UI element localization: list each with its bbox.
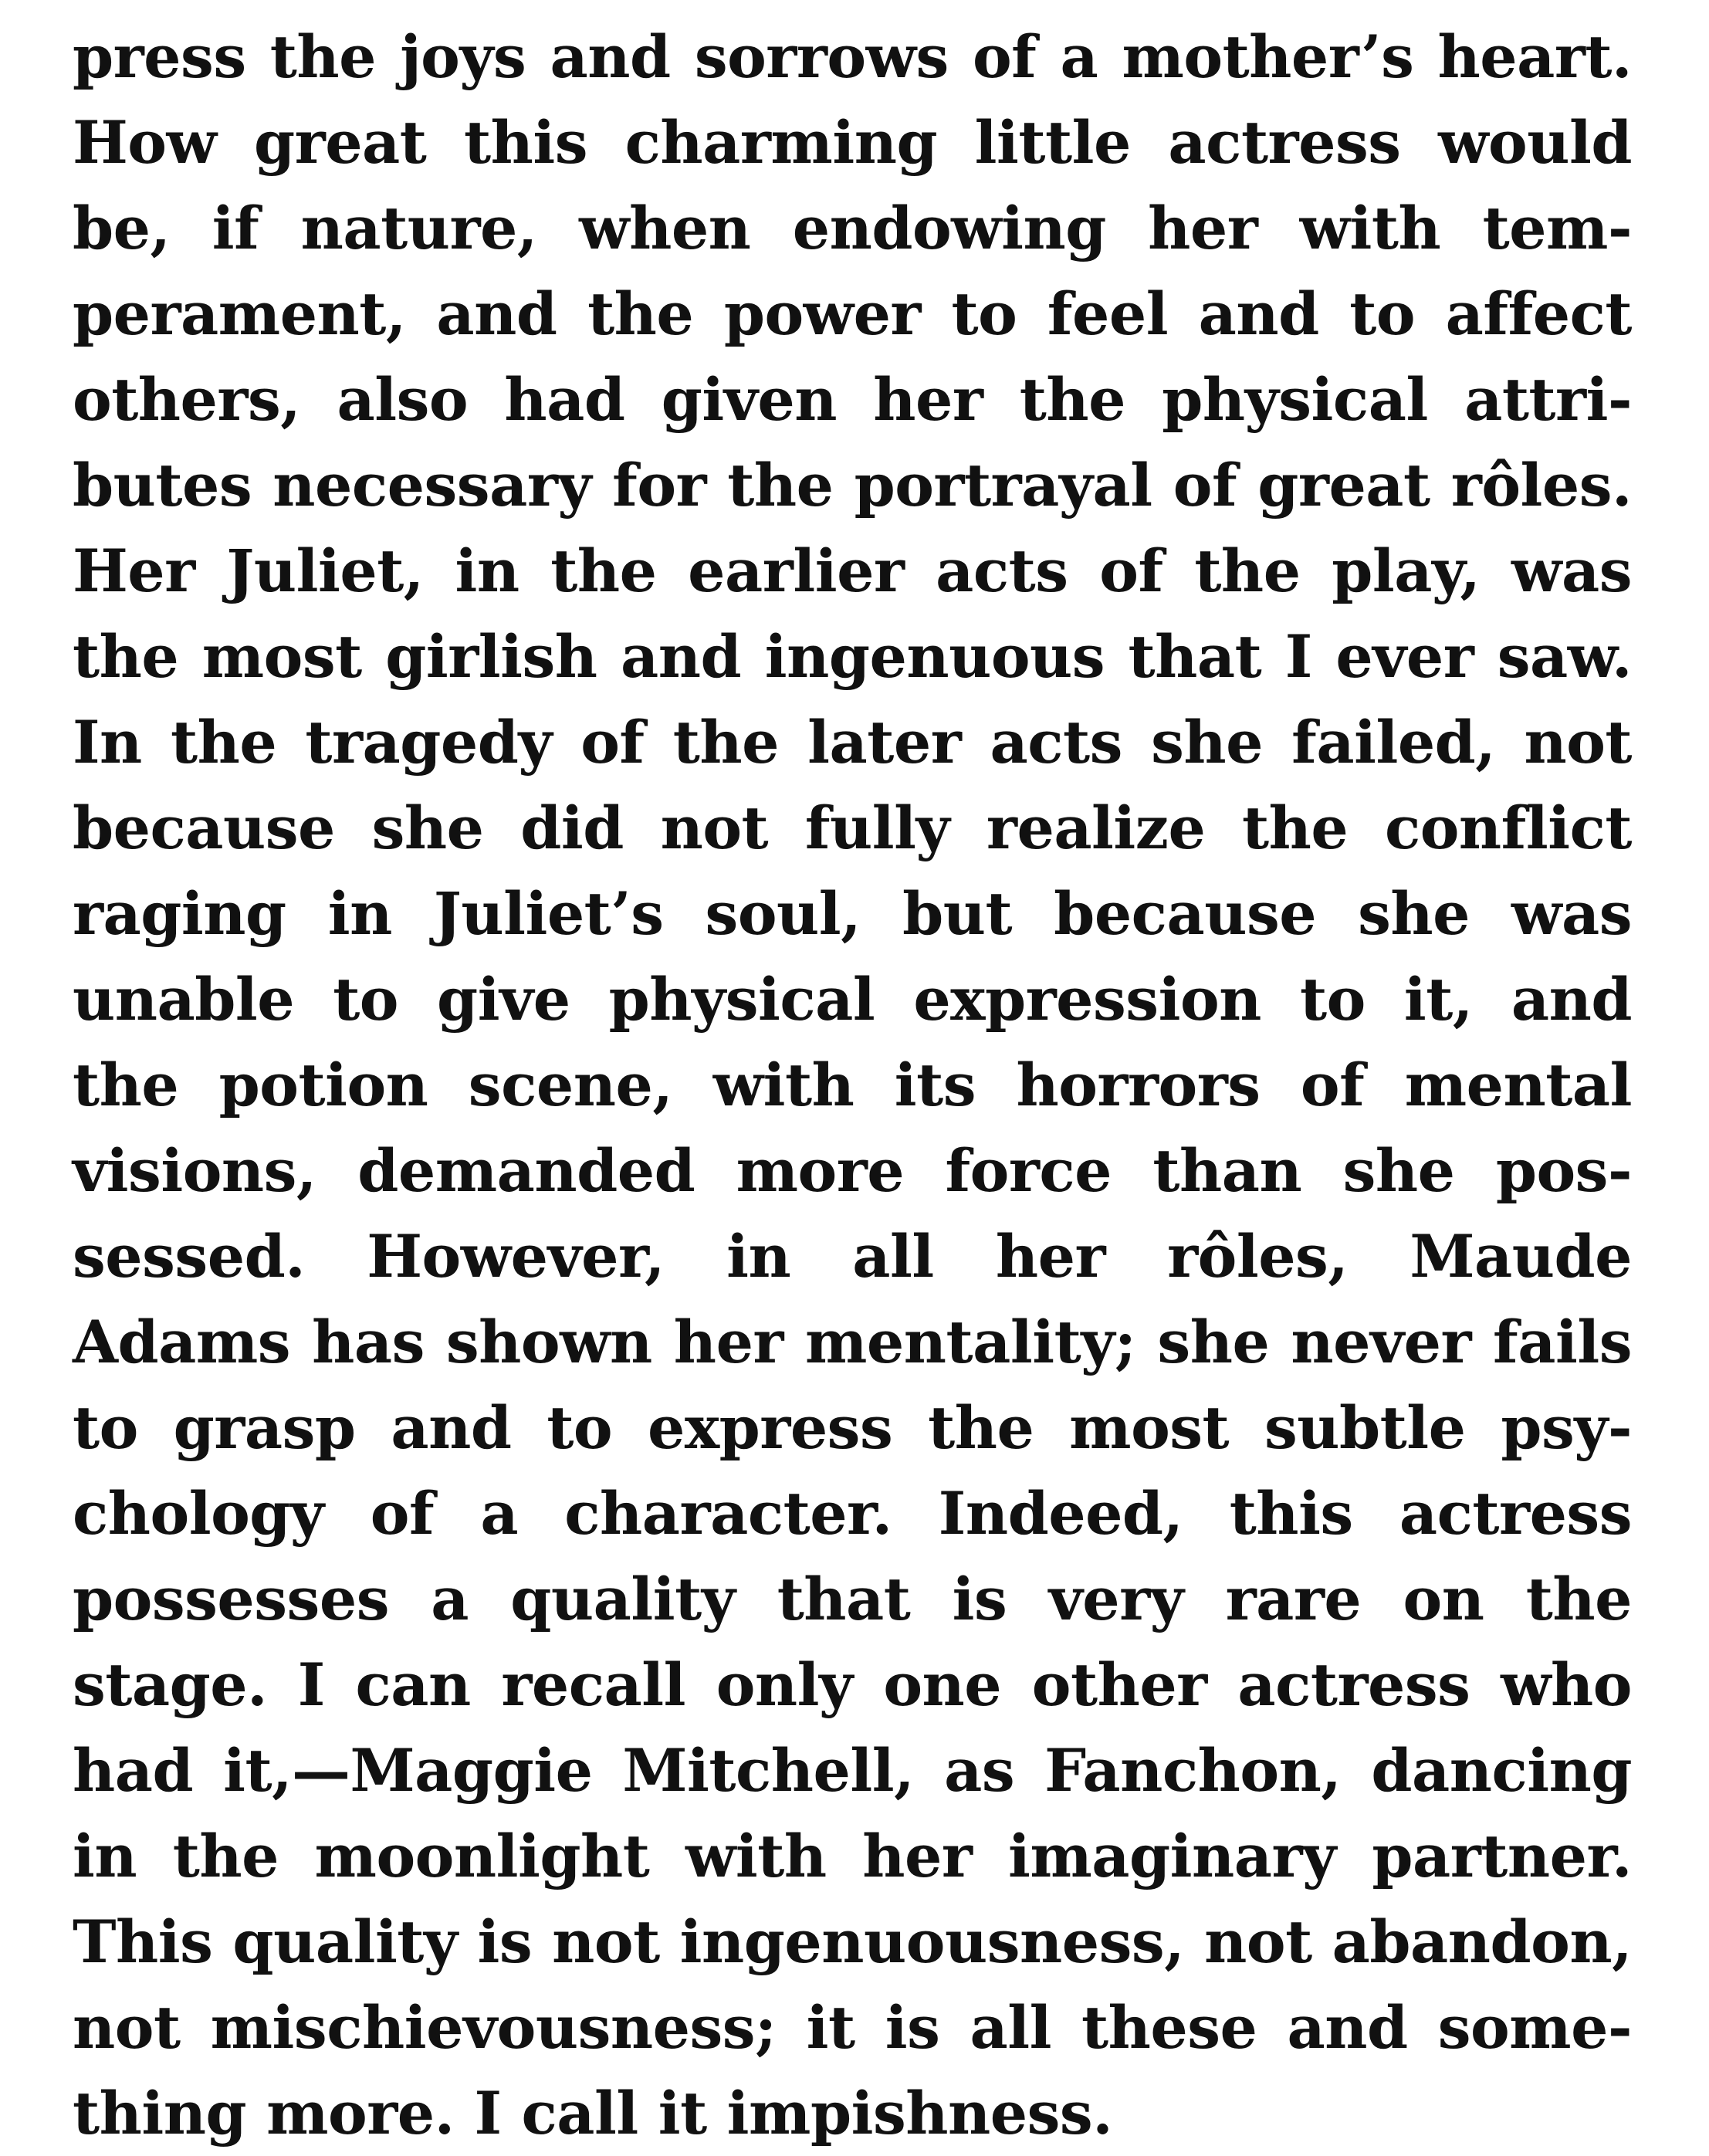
text-line: Her Juliet, in the earlier acts of the play, was xyxy=(73,536,1632,605)
text-line: visions, demanded more force than she pos- xyxy=(73,1136,1632,1205)
text-line: be, if nature, when endowing her with tem- xyxy=(73,194,1632,262)
text-line: raging in Juliet’s soul, but because she was xyxy=(73,879,1632,948)
text-line: to grasp and to express the most subtle psy- xyxy=(73,1393,1632,1462)
text-line: stage. I can recall only one other actress who xyxy=(73,1650,1632,1719)
text-line: This quality is not ingenuousness, not abandon, xyxy=(73,1907,1633,1976)
text-line: unable to give physical expression to it, and xyxy=(73,965,1632,1034)
text-line: not mischievousness; it is all these and some- xyxy=(73,1993,1632,2062)
text-line: perament, and the power to feel and to affect xyxy=(73,279,1632,348)
body-paragraph xyxy=(73,14,1632,2156)
text-line: the most girlish and ingenuous that I ever saw. xyxy=(73,622,1632,691)
text-line: How great this charming little actress would xyxy=(73,108,1632,177)
text-line: possesses a quality that is very rare on the xyxy=(73,1565,1632,1633)
text-line: butes necessary for the portrayal of great rôles. xyxy=(73,451,1632,520)
text-line: had it,—Maggie Mitchell, as Fanchon, dancing xyxy=(73,1736,1632,1805)
text-line: thing more. I call it impishness. xyxy=(73,2079,1113,2148)
text-line: chology of a character. Indeed, this actress xyxy=(73,1479,1632,1548)
text-line: because she did not fully realize the conflict xyxy=(73,794,1632,862)
text-line: Adams has shown her mentality; she never fails xyxy=(73,1308,1632,1376)
text-line: others, also had given her the physical attri- xyxy=(73,365,1632,434)
text-line: sessed. However, in all her rôles, Maude xyxy=(73,1222,1632,1291)
text-line: In the tragedy of the later acts she failed, not xyxy=(73,708,1632,777)
text-line: press the joys and sorrows of a mother’s heart. xyxy=(73,22,1632,91)
text-line: the potion scene, with its horrors of mental xyxy=(73,1051,1632,1119)
text-line: in the moonlight with her imaginary partner. xyxy=(73,1822,1632,1890)
